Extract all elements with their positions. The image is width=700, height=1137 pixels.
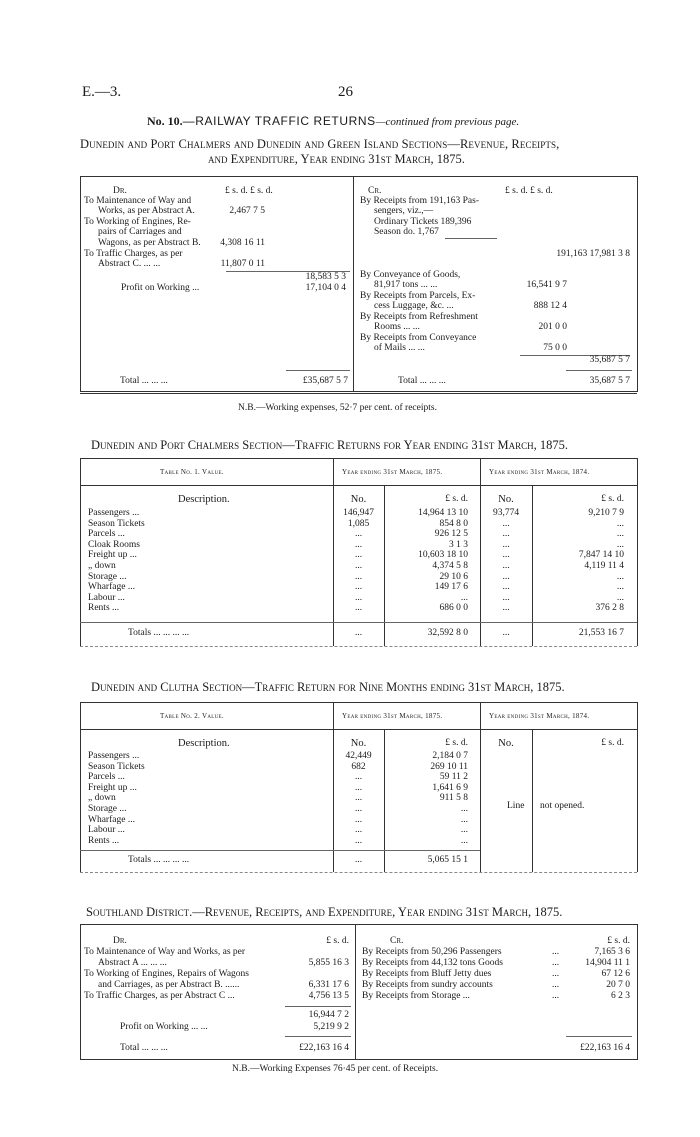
section4-cr-line: By Receipts from Bluff Jetty dues [362, 969, 492, 979]
row-description: Freight up ... [88, 550, 137, 561]
section4-dr-line: Abstract A ... ... ... [98, 958, 167, 968]
row-value: 2,184 0 7 [432, 751, 468, 761]
section4-dr-value: 5,855 16 3 [308, 958, 349, 968]
row-value: 29 10 6 [439, 571, 468, 582]
section4-cr-value: 7,165 3 6 [594, 947, 630, 957]
section4-cr-dots: ... [552, 980, 560, 990]
section1-dr-line: To Working of Engines, Re- [84, 217, 191, 227]
row-value: ... [460, 825, 468, 836]
row-number: ... [354, 835, 363, 846]
row-value-1874: 4,119 11 4 [584, 561, 624, 571]
section4-dr-total: £22,163 16 4 [299, 1043, 349, 1053]
row-number: ... [354, 793, 363, 804]
row-value-1874: ... [616, 518, 624, 529]
section4-cr-value: 20 7 0 [606, 980, 630, 990]
row-value-1874: 7,847 14 10 [578, 550, 624, 561]
section1-cr-value: 201 0 0 [538, 322, 567, 332]
section1-cr-passenger-value: 191,163 17,981 3 8 [556, 249, 630, 259]
section1-cr-line: Season do. 1,767 [374, 227, 439, 237]
section4-profit-label: Profit on Working ... ... [120, 1022, 208, 1032]
section4-dr-total-label: Total ... ... ... [120, 1043, 168, 1053]
title-main: —RAILWAY TRAFFIC RETURNS [182, 114, 376, 128]
row-number: ... [354, 814, 363, 825]
row-value-1874: ... [616, 592, 624, 603]
row-number: ... [354, 582, 363, 593]
row-value: 4,374 5 8 [432, 561, 468, 571]
row-value: 14,964 13 10 [418, 508, 468, 518]
section4-title: Southland District.—Revenue, Receipts, and Expenditure, Year ending 31st March, 1875. [86, 905, 563, 919]
section4-cr-money-heading: £ s. d. [607, 936, 630, 946]
section1-cr-line: By Receipts from Refreshment [360, 312, 478, 322]
row-value: 269 10 11 [430, 761, 468, 772]
row-value: 1,641 6 9 [432, 782, 468, 793]
row-number: ... [354, 550, 363, 561]
row-description: Season Tickets [88, 761, 145, 772]
section1-profit-label: Profit on Working ... [121, 283, 200, 293]
section4-cr-dots: ... [552, 947, 560, 957]
row-description: Storage ... [88, 571, 127, 582]
row-value-1874: ... [616, 539, 624, 550]
row-description: Freight up ... [88, 782, 137, 793]
row-value: 926 12 5 [434, 529, 468, 540]
row-value-1874: ... [616, 582, 624, 593]
section1-dr-total-label: Total ... ... ... [120, 376, 168, 386]
section4-cr-heading: Cr. [390, 936, 404, 946]
table2-year-1875-heading: Year ending 31st March, 1875. [342, 712, 443, 720]
table2-description-heading: Description. [178, 738, 230, 749]
row-description: Parcels ... [88, 529, 125, 540]
row-number: ... [354, 529, 363, 540]
section2-title: Dunedin and Port Chalmers Section—Traffic Returns for Year ending 31st March, 1875. [91, 438, 569, 452]
section1-cr-subtotal: 35,687 5 7 [589, 355, 630, 365]
row-number: ... [354, 825, 363, 836]
table2-totals-label: Totals ... ... ... ... [128, 855, 190, 865]
title-continued: —continued from previous page. [375, 116, 520, 128]
row-description: Labour ... [88, 592, 125, 603]
section4-dr-line: To Traffic Charges, as per Abstract C ... [84, 991, 235, 1001]
row-number-1874: ... [502, 550, 510, 561]
row-number-1874: 93,774 [492, 508, 520, 518]
section1-profit-value: 17,104 0 4 [305, 283, 346, 293]
section1-cr-total: 35,687 5 7 [589, 376, 630, 386]
row-value: 854 8 0 [439, 518, 468, 529]
row-description: Wharfage ... [88, 814, 135, 825]
row-value: ... [460, 592, 468, 603]
document-reference: E.—3. [82, 84, 122, 100]
row-number: 146,947 [343, 508, 374, 518]
section1-dr-line: Abstract C. ... ... [98, 259, 161, 269]
section4-footnote: N.B.—Working Expenses 76·45 per cent. of Receipts. [232, 1064, 439, 1074]
table1-label: Table No. 1. Value. [160, 468, 224, 476]
section1-dr-line: Works, as per Abstract A. [98, 206, 195, 216]
table1-totals-value74: 21,553 16 7 [578, 628, 624, 638]
section1-cr-value: 888 12 4 [533, 301, 567, 311]
row-number: ... [354, 772, 363, 783]
row-value: ... [460, 835, 468, 846]
section4-dr-line: and Carriages, as per Abstract B. ...... [98, 980, 240, 990]
section1-cr-line: By Receipts from Conveyance [360, 333, 477, 343]
section4-dr-value: 4,756 13 5 [308, 991, 349, 1001]
section1-dr-line: To Traffic Charges, as per [84, 249, 183, 259]
table2-no-heading: No. [350, 738, 367, 749]
row-description: Passengers ... [88, 508, 140, 518]
row-description: Passengers ... [88, 751, 140, 761]
row-description: „ down [88, 561, 116, 571]
table2-no74-heading: No. [498, 738, 514, 749]
row-description: Rents ... [88, 835, 120, 846]
row-number-1874: ... [502, 592, 510, 603]
line-not-opened-left: Line [507, 801, 525, 811]
row-number: 682 [351, 761, 366, 772]
section4-cr-line: By Receipts from sundry accounts [362, 980, 493, 990]
section1-dr-subtotal: 18,583 5 3 [305, 272, 346, 282]
table2-year-1874-heading: Year ending 31st March, 1874. [489, 712, 590, 720]
section4-dr-line: To Working of Engines, Repairs of Wagons [84, 969, 250, 979]
line-not-opened-right: not opened. [540, 801, 585, 811]
section4-dr-subtotal: 16,944 7 2 [308, 1010, 349, 1020]
table1-totals-label: Totals ... ... ... ... [128, 628, 190, 638]
section4-dr-money-heading: £ s. d. [326, 936, 349, 946]
table2-money-heading: £ s. d. [445, 738, 468, 748]
row-value-1874: 376 2 8 [595, 603, 624, 614]
row-description: Wharfage ... [88, 582, 135, 593]
section1-cr-value: 16,541 9 7 [526, 280, 567, 290]
row-number: 42,449 [345, 751, 372, 761]
row-value: 149 17 6 [434, 582, 468, 593]
section4-profit-value: 5,219 9 2 [313, 1022, 349, 1032]
row-number-1874: ... [502, 603, 510, 614]
row-number: 1,085 [347, 518, 370, 529]
table1-totals-value: 32,592 8 0 [427, 628, 468, 638]
section4-dr-heading: Dr. [113, 936, 127, 946]
row-value-1874: ... [616, 529, 624, 540]
row-number: ... [354, 561, 363, 571]
table1-totals-no: ... [354, 628, 363, 638]
row-number: ... [354, 782, 363, 793]
section4-cr-line: By Receipts from Storage ... [362, 991, 470, 1001]
section4-cr-dots: ... [552, 969, 560, 979]
row-description: Labour ... [88, 825, 125, 836]
table2-money74-heading: £ s. d. [601, 738, 624, 748]
row-number: ... [354, 539, 363, 550]
section1-dr-value: 11,807 0 11 [220, 259, 265, 269]
row-number-1874: ... [502, 561, 510, 571]
row-value: ... [460, 814, 468, 825]
row-value: 10,603 18 10 [418, 550, 468, 561]
table1-money-heading: £ s. d. [445, 494, 468, 504]
row-number-1874: ... [502, 582, 510, 593]
section1-cr-line: By Receipts from 191,163 Pas- [360, 196, 480, 206]
table1-description-heading: Description. [178, 494, 230, 505]
section1-cr-value: 75 0 0 [543, 343, 567, 353]
table1-year-1874-heading: Year ending 31st March, 1874. [489, 468, 590, 476]
row-number: ... [354, 804, 363, 814]
section1-cr-total-label: Total ... ... ... [398, 376, 446, 386]
page-number: 26 [338, 84, 353, 100]
row-number-1874: ... [502, 539, 510, 550]
row-value: 686 0 0 [439, 603, 468, 614]
row-number: ... [354, 592, 363, 603]
section1-cr-line: 81,917 tons ... ... [374, 280, 438, 290]
section1-dr-value: 4,308 16 11 [220, 238, 265, 248]
row-value-1874: ... [616, 571, 624, 582]
section1-cr-heading: Cr. [368, 186, 382, 196]
section1-money-heading: £ s. d. £ s. d. [225, 186, 273, 196]
row-number: ... [354, 571, 363, 582]
section4-dr-line: To Maintenance of Way and Works, as per [84, 947, 246, 957]
section1-cr-line: of Mails ... ... [374, 343, 425, 353]
section1-cr-line: Ordinary Tickets 189,396 [374, 217, 472, 227]
section1-title-line1: Dunedin and Port Chalmers and Dunedin and Green Island Sections—Revenue, Receipts, [80, 137, 560, 151]
section1-cr-line: cess Luggage, &c. ... [374, 301, 454, 311]
table1-no74-heading: No. [498, 494, 514, 505]
section1-cr-line: By Conveyance of Goods, [360, 270, 461, 280]
row-value-1874: 9,210 7 9 [588, 508, 624, 518]
section3-title: Dunedin and Clutha Section—Traffic Return for Nine Months ending 31st March, 1875. [91, 680, 565, 694]
document-title [147, 114, 519, 129]
table2-totals-value: 5,065 15 1 [427, 855, 468, 865]
row-value: ... [460, 804, 468, 814]
section4-cr-dots: ... [552, 991, 560, 1001]
section1-title-line2: and Expenditure, Year ending 31st March, 1875. [208, 152, 465, 166]
section1-dr-value: 2,467 7 5 [229, 206, 265, 216]
section4-cr-line: By Receipts from 50,296 Passengers [362, 947, 502, 957]
section4-cr-dots: ... [552, 958, 560, 968]
section4-cr-total: £22,163 16 4 [580, 1043, 630, 1053]
row-number-1874: ... [502, 571, 510, 582]
table2-totals-no: ... [354, 855, 363, 865]
row-description: Parcels ... [88, 772, 125, 783]
section1-dr-line: To Maintenance of Way and [84, 196, 192, 206]
table1-totals-no74: ... [502, 628, 510, 638]
table1-money74-heading: £ s. d. [601, 494, 624, 504]
row-description: „ down [88, 793, 116, 804]
return-number: No. 10. [147, 114, 183, 128]
table2-label: Table No. 2. Value. [160, 712, 224, 720]
section1-dr-heading: Dr. [113, 186, 127, 196]
section1-dr-total: £35,687 5 7 [302, 376, 348, 386]
row-description: Cloak Rooms [88, 539, 140, 550]
section1-cr-line: sengers, viz.,— [374, 206, 434, 216]
section4-dr-value: 6,331 17 6 [308, 980, 349, 990]
section1-cr-line: Rooms ... ... [374, 322, 420, 332]
section4-cr-line: By Receipts from 44,132 tons Goods [362, 958, 503, 968]
row-number: ... [354, 603, 363, 614]
row-description: Rents ... [88, 603, 120, 614]
table1-year-1875-heading: Year ending 31st March, 1875. [342, 468, 443, 476]
section4-cr-value: 67 12 6 [601, 969, 630, 979]
row-description: Season Tickets [88, 518, 145, 529]
row-number-1874: ... [502, 529, 510, 540]
section1-dr-line: Wagons, as per Abstract B. [98, 238, 201, 248]
row-value: 59 11 2 [439, 772, 468, 783]
section1-cr-line: By Receipts from Parcels, Ex- [360, 291, 476, 301]
section1-footnote: N.B.—Working expenses, 52·7 per cent. of receipts. [238, 403, 437, 413]
table1-no-heading: No. [350, 494, 367, 505]
section1-money-heading: £ s. d. £ s. d. [505, 186, 553, 196]
section4-cr-value: 6 2 3 [611, 991, 630, 1001]
row-number-1874: ... [502, 518, 510, 529]
row-value: 911 5 8 [439, 793, 468, 804]
section4-cr-value: 14,904 11 1 [585, 958, 630, 968]
section1-dr-line: pairs of Carriages and [98, 227, 182, 237]
row-value: 3 1 3 [449, 539, 468, 550]
row-description: Storage ... [88, 804, 127, 814]
